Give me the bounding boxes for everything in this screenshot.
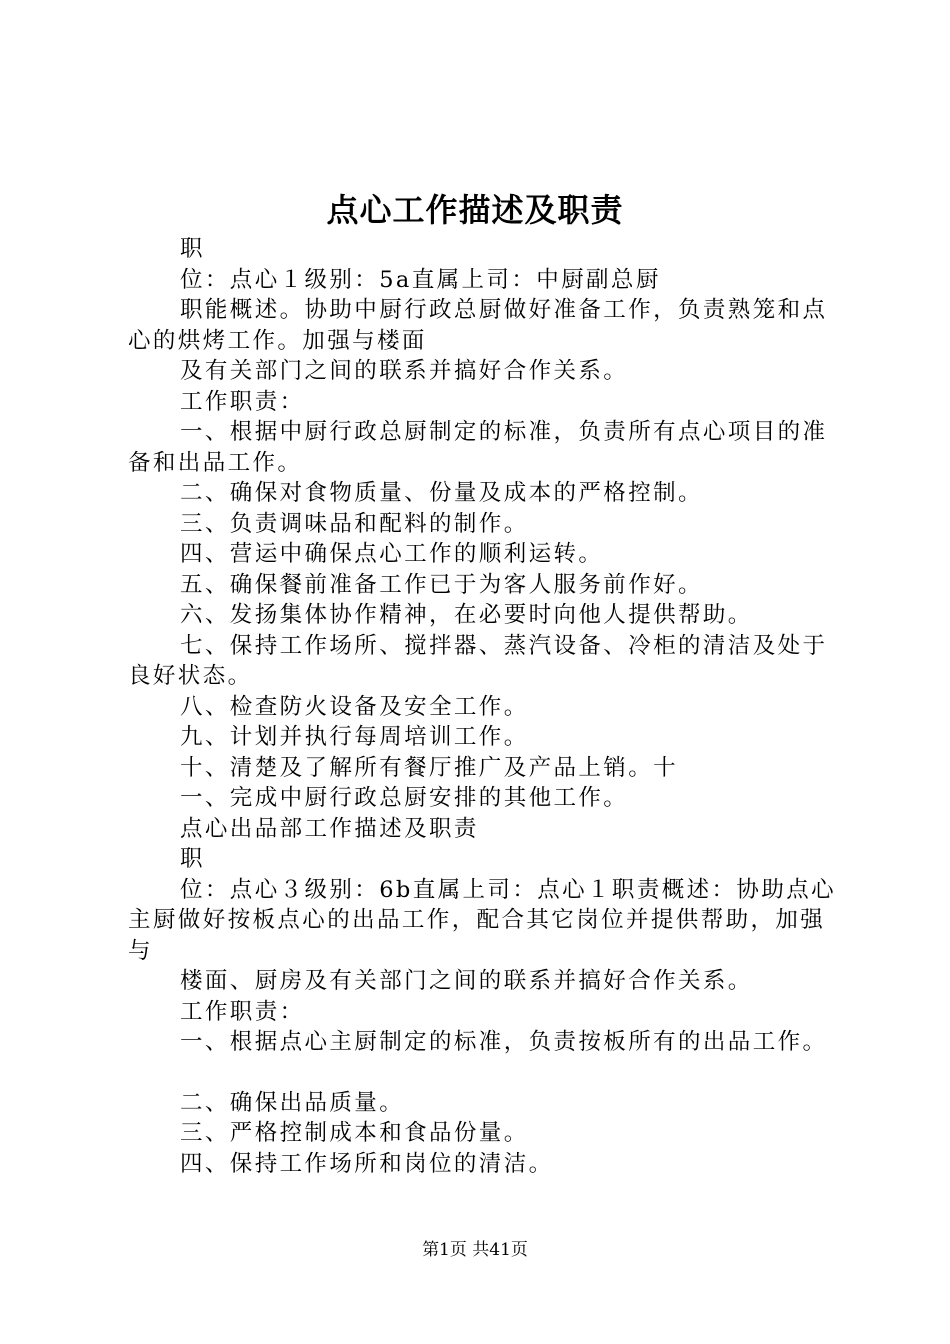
paragraph: 位：点心１级别：5a直属上司：中厨副总厨	[180, 266, 661, 293]
paragraph: 二、确保出品质量。	[180, 1089, 405, 1116]
paragraph: 七、保持工作场所、搅拌器、蒸汽设备、冷柜的清洁及处于良好状态。	[128, 632, 828, 689]
paragraph: 位：点心３级别：6b直属上司：点心１职责概述：协助点心主厨做好按板点心的出品工作，配合其它岗位并提供帮助，加强与	[128, 876, 837, 964]
paragraph: 一、完成中厨行政总厨安排的其他工作。	[180, 785, 629, 811]
paragraph: 三、负责调味品和配料的制作。	[180, 510, 529, 537]
paragraph: 三、严格控制成本和食品份量。	[180, 1120, 529, 1146]
document-body	[128, 234, 840, 1179]
paragraph: 六、发扬集体协作精神，在必要时向他人提供帮助。	[180, 602, 753, 628]
paragraph: 四、营运中确保点心工作的顺利运转。	[180, 541, 604, 567]
paragraph: 职	[180, 846, 205, 872]
paragraph: 职能概述。协助中厨行政总厨做好准备工作，负责熟笼和点心的烘烤工作。加强与楼面	[128, 297, 828, 354]
paragraph: 四、保持工作场所和岗位的清洁。	[180, 1150, 554, 1177]
paragraph: 九、计划并执行每周培训工作。	[180, 724, 529, 750]
paragraph: 十、清楚及了解所有餐厅推广及产品上销。十	[180, 754, 679, 781]
paragraph: 一、根据中厨行政总厨制定的标准，负责所有点心项目的准备和出品工作。	[128, 419, 828, 476]
page-footer: 第1页 共41页	[422, 1240, 528, 1260]
paragraph: 楼面、厨房及有关部门之间的联系并搞好合作关系。	[180, 968, 753, 994]
paragraph: 及有关部门之间的联系并搞好合作关系。	[180, 358, 629, 384]
paragraph: 二、确保对食物质量、份量及成本的严格控制。	[180, 480, 703, 506]
paragraph: 职	[180, 236, 205, 262]
paragraph: 五、确保餐前准备工作已于为客人服务前作好。	[180, 571, 703, 598]
paragraph: 一、根据点心主厨制定的标准，负责按板所有的出品工作。	[180, 1029, 828, 1055]
paragraph: 八、检查防火设备及安全工作。	[180, 693, 529, 720]
paragraph: 工作职责：	[180, 998, 305, 1025]
paragraph: 工作职责：	[180, 388, 305, 415]
section-heading: 点心出品部工作描述及职责	[180, 815, 479, 842]
document-title: 点心工作描述及职责	[326, 191, 624, 229]
blank-line	[128, 1058, 840, 1088]
